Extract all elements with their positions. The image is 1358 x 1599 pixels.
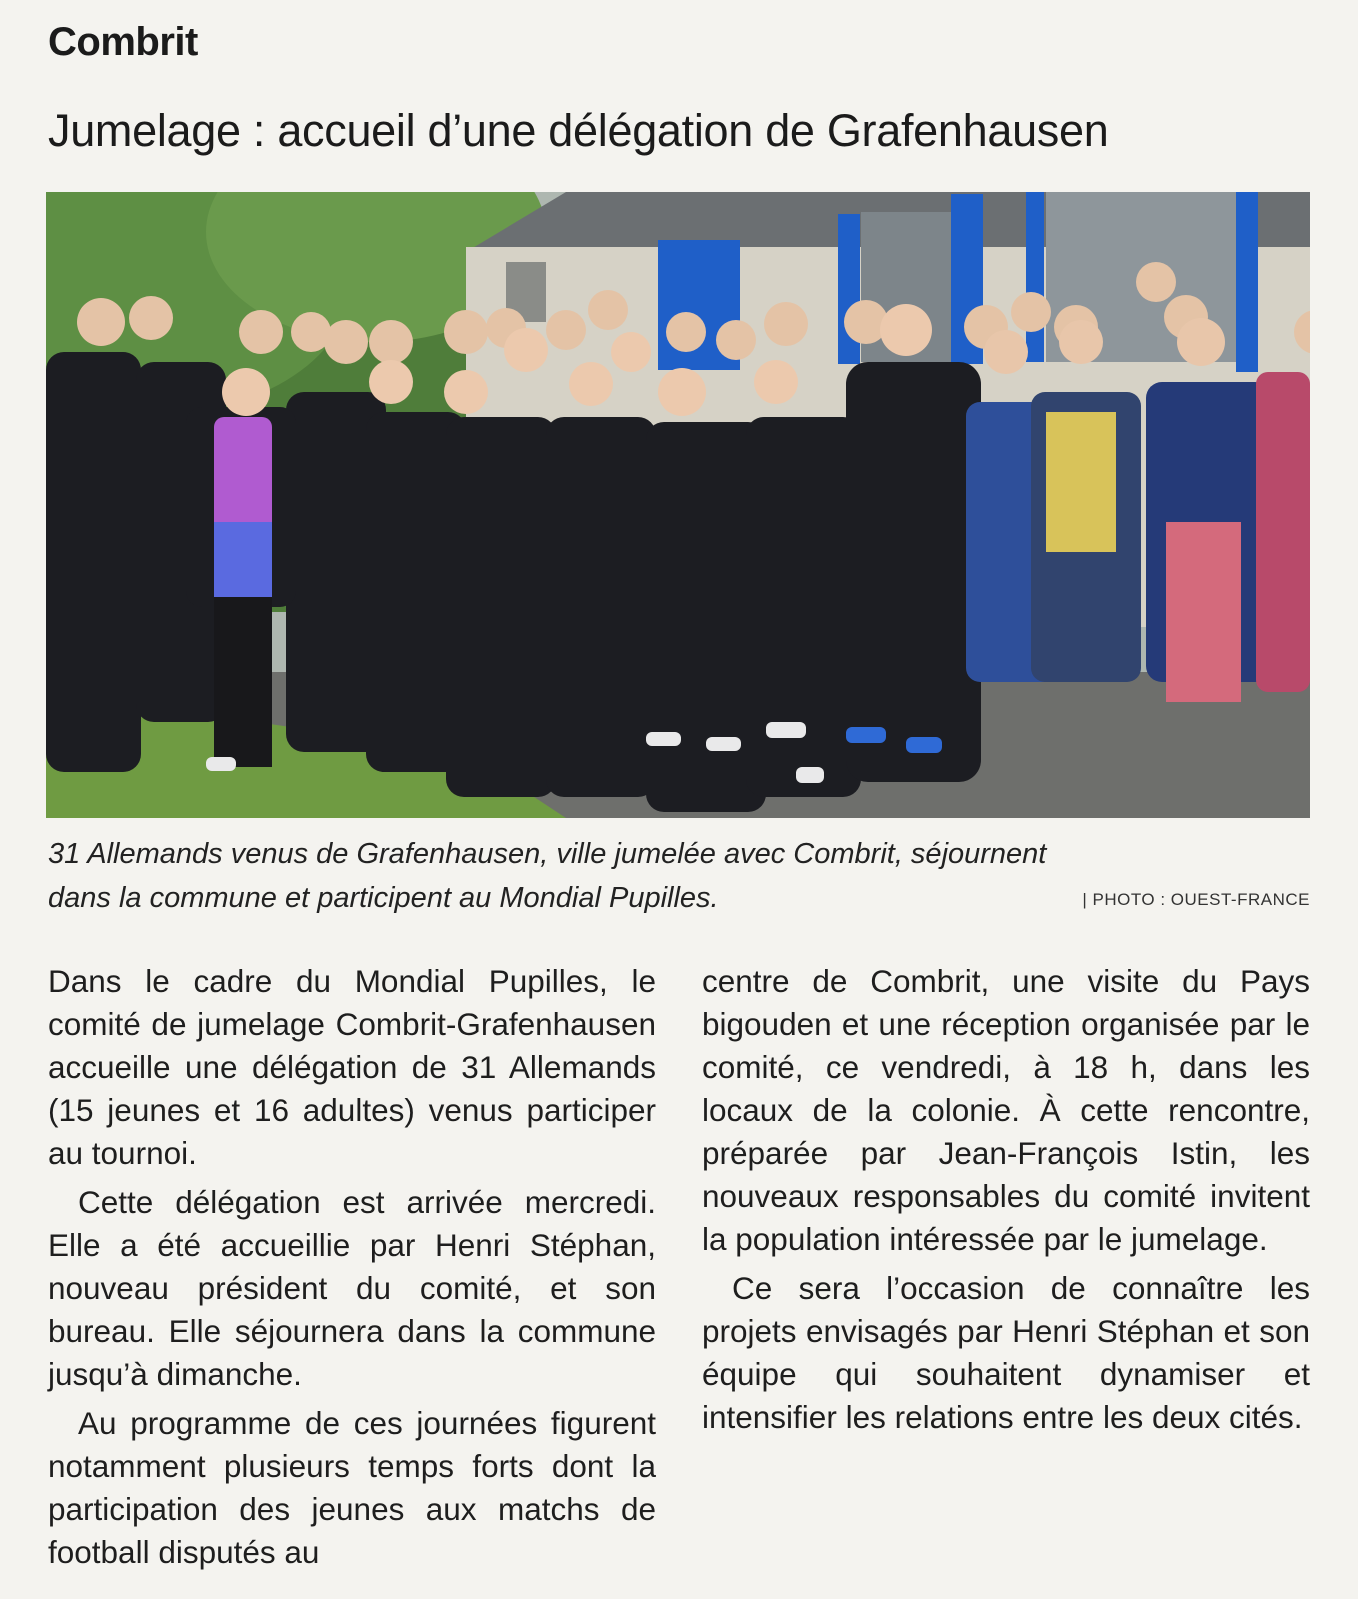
section-title: Combrit (48, 20, 198, 64)
headline: Jumelage : accueil d’une délégation de Grafenhausen (48, 105, 1109, 156)
photo-credit: | PHOTO : OUEST-FRANCE (1082, 890, 1310, 909)
bleed-through-top (660, 0, 1340, 26)
paragraph: centre de Combrit, une visite du Pays bigouden et une réception organisée par le comité, ce vendredi, à 18 h, dans les locaux de la colonie. À cette rencontre, préparée par Jean-François Istin, les nouveaux responsables du comité invitent la population intéressée par le jumelage. (702, 963, 1310, 1257)
caption-line-1: 31 Allemands venus de Grafenhausen, ville jumelée avec Combrit, séjournent (48, 838, 1047, 870)
paragraph: Cette délégation est arrivée mercredi. Elle a été accueillie par Henri Stéphan, nouveau président du comité, et son bureau. Elle séjournera dans la commune jusqu’à dimanche. (48, 1184, 656, 1392)
group-photo (46, 192, 1310, 818)
caption-line-2: dans la commune et participent au Mondial Pupilles. (48, 882, 719, 914)
paragraph: Ce sera l’occasion de connaître les projets envisagés par Henri Stéphan et son équipe qui souhaitent dynamiser et intensifier les relations entre les deux cités. (702, 1270, 1310, 1435)
article-column-left (48, 960, 656, 1580)
paragraph: Au programme de ces journées figurent notamment plusieurs temps forts dont la participation des jeunes aux matchs de football disputés au (48, 1405, 656, 1570)
paragraph: Dans le cadre du Mondial Pupilles, le comité de jumelage Combrit-Grafenhausen accueille une délégation de 31 Allemands (15 jeunes et 16 adultes) venus participer au tournoi. (48, 963, 656, 1171)
article-column-right (702, 960, 1310, 1445)
